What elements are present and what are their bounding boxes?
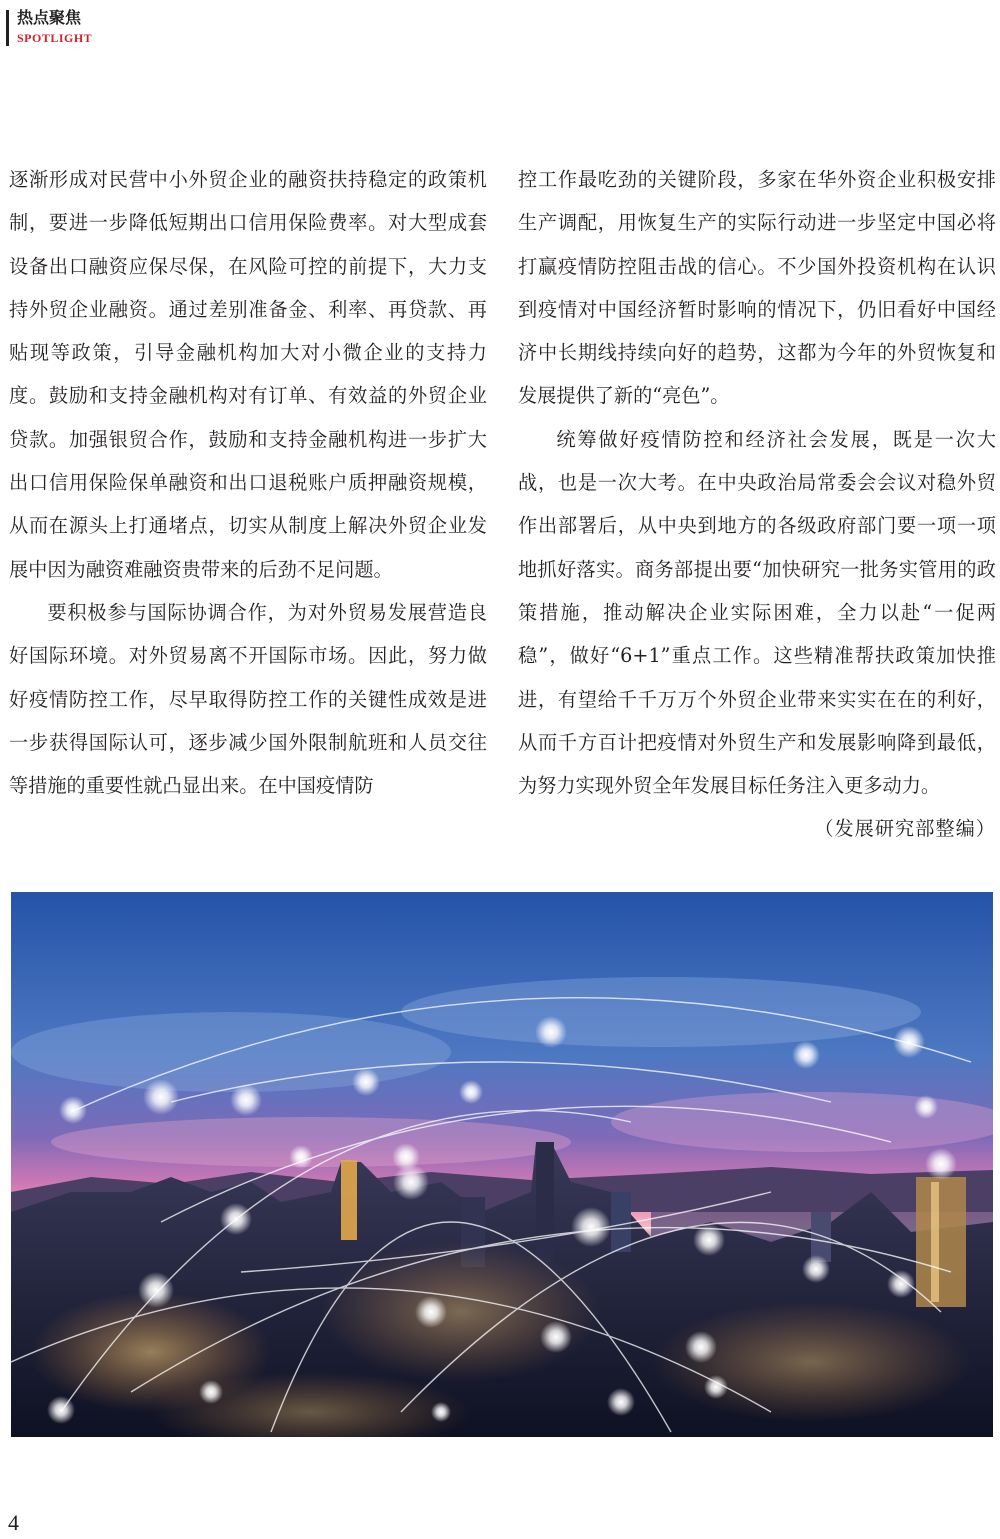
paragraph-text: 统筹做好疫情防控和经济社会发展，既是一次大战，也是一次大考。在中央政治局常委会会议对稳外贸作出部署后，从中央到地方的各级政府部门要一项一项地抓好落实。商务部提出要“加快研究一批务实管用的政策措施，推动解决企业实际困难，全力以赴“一促两稳”，做好“6+1”重点工作。这些精准帮扶政策加快推进，有望给千千万万个外贸企业带来实实在在的利好，从而千方百计把疫情对外贸生产和发展影响降到最低，为努力实现外贸全年发展目标任务注入更多动力。	[518, 427, 996, 798]
header-bar	[6, 10, 9, 46]
section-title: 热点聚焦	[17, 8, 82, 27]
page-number: 4	[8, 1510, 19, 1535]
section-subtitle: SPOTLIGHT	[17, 31, 93, 45]
paragraph: 控工作最吃劲的关键阶段，多家在华外资企业积极安排生产调配，用恢复生产的实际行动进一步坚定中国必将打赢疫情防控阻击战的信心。不少国外投资机构在认识到疫情对中国经济暂时影响的情况下，仍旧看好中国经济中长期线持续向好的趋势，这都为今年的外贸恢复和发展提供了新的“亮色”。	[518, 168, 996, 408]
paragraph: 要积极参与国际协调合作，为对外贸易发展营造良好国际环境。对外贸易离不开国际市场。因此，努力做好疫情防控工作，尽早取得防控工作的关键性成效是进一步获得国际认可，逐步减少国外限制航班和人员交往等措施的重要性就凸显出来。在中国疫情防	[9, 600, 487, 798]
paragraph: 逐渐形成对民营中小外贸企业的融资扶持稳定的政策机制，要进一步降低短期出口信用保险费率。对大型成套设备出口融资应保尽保，在风险可控的前提下，大力支持外贸企业融资。通过差别准备金、利率、再贷款、再贴现等政策，引导金融机构加大对小微企业的支持力度。鼓励和支持金融机构对有订单、有效益的外贸企业贷款。加强银贸合作，鼓励和支持金融机构进一步扩大出口信用保险保单融资和出口退税账户质押融资规模，从而在源头上打通堵点，切实从制度上解决外贸企业发展中因为融资难融资贵带来的后劲不足问题。	[9, 168, 487, 581]
paragraph	[518, 418, 996, 841]
right-column	[518, 158, 996, 851]
city-skyline-illustration	[11, 892, 993, 1437]
left-column	[9, 158, 487, 807]
article-credit: （发展研究部整编）	[814, 817, 996, 841]
city-network-photo	[11, 892, 993, 1437]
